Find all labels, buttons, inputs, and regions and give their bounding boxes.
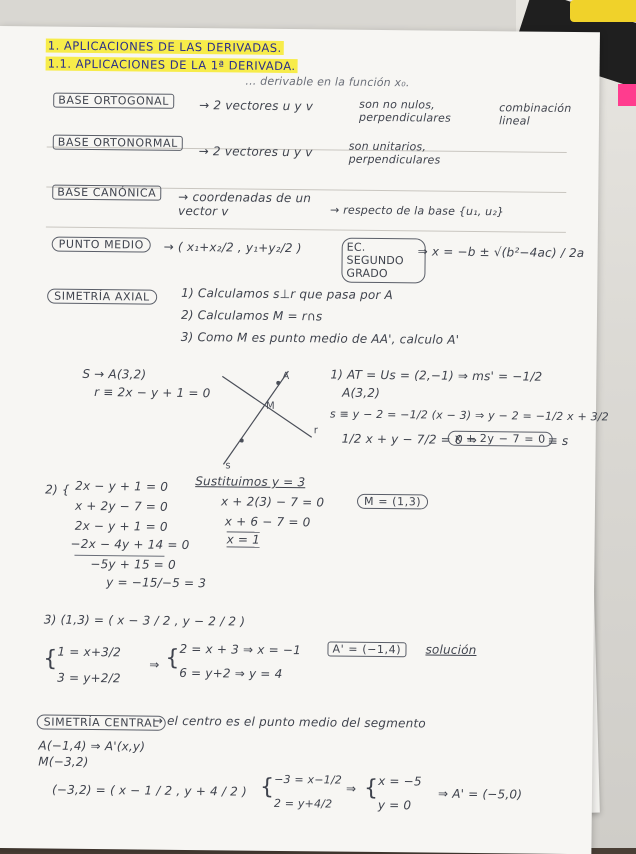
example-step1-result: x + 2y − 7 = 0 bbox=[448, 431, 553, 446]
central-line-1: A(−1,4) ⇒ A'(x,y) bbox=[38, 738, 146, 754]
label-simetria-axial: SIMETRÍA AXIAL bbox=[47, 289, 157, 304]
brace: { bbox=[43, 646, 58, 672]
example-step1-a: 1) AT = Us = (2,−1) ⇒ ms' = −1/2 bbox=[330, 367, 543, 384]
central-sys-2: 2 = y+4/2 bbox=[273, 796, 333, 811]
step3-res-1: 2 = x + 3 ⇒ x = −1 bbox=[179, 641, 302, 658]
highlighter-pink bbox=[618, 84, 636, 106]
label-punto-medio: PUNTO MEDIO bbox=[52, 237, 151, 252]
step-axial-1: 1) Calculamos s⊥r que pasa por A bbox=[181, 285, 394, 303]
highlighter-yellow bbox=[570, 0, 636, 22]
subst-1: x + 2(3) − 7 = 0 bbox=[220, 494, 325, 510]
step2-number: 2) { bbox=[45, 482, 70, 497]
heading-1: 1. APLICACIONES DE LAS DERIVADAS. bbox=[47, 38, 282, 55]
step2-eq-1: 2x − y + 1 = 0 bbox=[75, 478, 169, 494]
central-line-3: (−3,2) = ( x − 1 / 2 , y + 4 / 2 ) bbox=[51, 782, 247, 799]
text-simetria-central: → el centro es el punto medio del segmento bbox=[152, 713, 426, 731]
step3-eq-2: 3 = y+2/2 bbox=[57, 670, 121, 686]
subst-label: Sustituimos y = 3 bbox=[195, 474, 306, 490]
central-line-2: M(−3,2) bbox=[38, 754, 89, 769]
notes-sheet bbox=[0, 26, 609, 854]
step-axial-3: 3) Como M es punto medio de AA', calculo A' bbox=[180, 329, 460, 347]
central-sys-1: −3 = x−1/2 bbox=[274, 772, 343, 787]
label-simetria-central: SIMETRÍA CENTRAL bbox=[37, 714, 166, 729]
central-final: ⇒ A' = (−5,0) bbox=[437, 786, 523, 802]
example-given-1: S → A(3,2) bbox=[82, 366, 147, 382]
step-axial-2: 2) Calculamos M = r∩s bbox=[180, 307, 323, 324]
text-base-ortogonal: → 2 vectores u y v bbox=[199, 98, 314, 114]
cond-base-ortogonal: son no nulos, perpendiculares bbox=[358, 97, 452, 125]
step3-result: A' = (−1,4) bbox=[327, 641, 406, 656]
step2-work-4: y = −15/−5 = 3 bbox=[106, 575, 207, 591]
step3-res-2: 6 = y+2 ⇒ y = 4 bbox=[179, 665, 283, 681]
label-base-ortonormal: BASE ORTONORMAL bbox=[53, 135, 183, 150]
example-given-2: r ≡ 2x − y + 1 = 0 bbox=[94, 385, 211, 401]
brace: { bbox=[259, 774, 275, 800]
step2-work-3: −5y + 15 = 0 bbox=[90, 556, 176, 572]
text-base-canonica: → coordenadas de un vector v bbox=[178, 189, 312, 219]
heading-2: 1.1. APLICACIONES DE LA 1ª DERIVADA. bbox=[47, 56, 296, 74]
example-step1-b: A(3,2) bbox=[342, 385, 381, 400]
divider bbox=[46, 226, 566, 232]
step2-work-2: −2x − 4y + 14 = 0 bbox=[70, 536, 190, 553]
cond-base-ortonormal: son unitarios, perpendiculares bbox=[348, 139, 441, 167]
top-note: ... derivable en la función x₀. bbox=[245, 74, 410, 90]
example-step1-d: 1/2 x + y − 7/2 = 0 ⇒ bbox=[341, 431, 478, 448]
implies: ⇒ bbox=[345, 781, 357, 796]
m-result: M = (1,3) bbox=[357, 494, 428, 509]
subst-3: x = 1 bbox=[226, 532, 261, 547]
fig-label-s: s bbox=[225, 460, 231, 472]
brace: { bbox=[165, 645, 180, 671]
fig-label-a: A bbox=[282, 370, 290, 383]
example-step1-c: s ≡ y − 2 = −1/2 (x − 3) ⇒ y − 2 = −1/2 x + 3/2 bbox=[329, 407, 609, 424]
central-res-2: y = 0 bbox=[377, 798, 412, 813]
brace: { bbox=[363, 775, 379, 802]
fig-label-m: M bbox=[265, 400, 275, 412]
fig-label-r: r bbox=[313, 425, 318, 437]
step2-eq-2: x + 2y − 7 = 0 bbox=[74, 498, 169, 514]
example-step1-s: ≡ s bbox=[547, 433, 569, 448]
label-ec-segundo-grado: EC. SEGUNDO GRADO bbox=[341, 238, 425, 284]
central-res-1: x = −5 bbox=[378, 774, 422, 789]
label-base-canonica: BASE CANÓNICA bbox=[52, 185, 161, 200]
subst-2: x + 6 − 7 = 0 bbox=[224, 514, 311, 530]
extra-base-ortogonal: combinación lineal bbox=[498, 101, 572, 128]
step3-eq-1: 1 = x+3/2 bbox=[57, 644, 122, 660]
step2-work-1: 2x − y + 1 = 0 bbox=[74, 518, 168, 534]
label-base-ortogonal: BASE ORTOGONAL bbox=[53, 93, 174, 108]
text-base-ortonormal: → 2 vectores u y v bbox=[198, 144, 313, 160]
cond-base-canonica: → respecto de la base {u₁, u₂} bbox=[330, 203, 505, 219]
formula-ec-segundo-grado: ⇒ x = −b ± √(b²−4ac) / 2a bbox=[417, 244, 585, 261]
geometry-sketch bbox=[215, 360, 326, 471]
solucion: solución bbox=[425, 642, 477, 658]
formula-punto-medio: → ( x₁+x₂/2 , y₁+y₂/2 ) bbox=[163, 239, 302, 256]
step3-head: 3) (1,3) = ( x − 3 / 2 , y − 2 / 2 ) bbox=[43, 612, 246, 629]
implies: ⇒ bbox=[149, 657, 160, 672]
